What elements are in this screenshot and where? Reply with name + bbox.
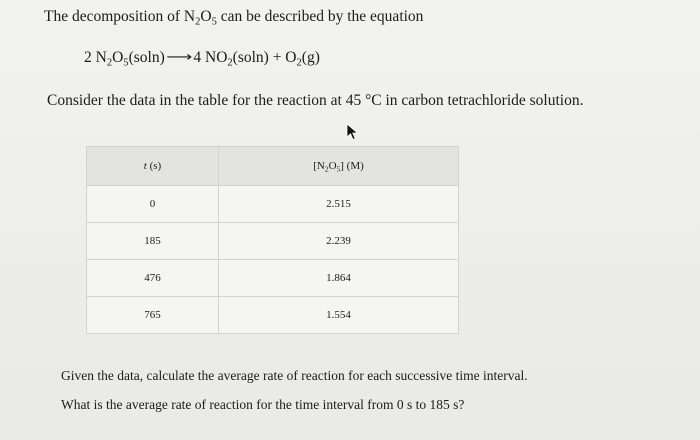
time-cell: 476 xyxy=(87,260,219,297)
table-row xyxy=(87,186,459,223)
reaction-equation xyxy=(84,49,320,67)
reaction-data-table xyxy=(86,146,459,334)
equation-reactant-state: (soln) xyxy=(128,49,165,66)
equation-product1-sub: 2 xyxy=(227,57,233,69)
given-instruction: Given the data, calculate the average rate of reaction for each successive time interval. xyxy=(61,368,528,383)
equation-reactant-o: O xyxy=(112,49,124,66)
time-cell: 765 xyxy=(87,297,219,334)
equation-product2-sub: 2 xyxy=(296,57,302,69)
equation-reactant-n: 2 N xyxy=(84,49,107,66)
equation-product2-state: (g) xyxy=(301,49,320,66)
intro-text xyxy=(44,8,423,26)
equation-reactant-sub1: 2 xyxy=(106,57,113,69)
header-conc-o: O xyxy=(328,160,337,172)
concentration-cell: 1.864 xyxy=(219,260,459,297)
intro-subscript-2: 2 xyxy=(195,16,201,28)
time-cell: 0 xyxy=(87,186,219,223)
concentration-cell: 2.239 xyxy=(219,223,459,260)
header-conc-sub2: 5 xyxy=(336,164,341,174)
consider-text: Consider the data in the table for the reaction at 45 °C in carbon tetrachloride solution. xyxy=(47,92,584,109)
intro-subscript-5: 5 xyxy=(211,16,217,28)
table-header-row xyxy=(87,147,459,186)
table-row xyxy=(87,260,459,297)
header-conc-open: [N xyxy=(313,160,325,172)
intro-prefix: The decomposition of N xyxy=(44,8,196,25)
equation-reactant-sub2: 5 xyxy=(123,57,129,69)
intro-suffix: can be described by the equation xyxy=(216,8,424,25)
mouse-cursor-icon xyxy=(346,123,360,141)
header-concentration xyxy=(219,147,459,186)
equation-product-no: 4 NO xyxy=(193,49,228,66)
intro-oxygen: O xyxy=(200,8,212,25)
header-conc-close: ] (M) xyxy=(340,160,364,172)
concentration-cell: 1.554 xyxy=(219,297,459,334)
header-time-unit: (s) xyxy=(146,160,162,172)
table-row xyxy=(87,223,459,260)
question-text: What is the average rate of reaction for the time interval from 0 s to 185 s? xyxy=(61,397,465,412)
concentration-cell: 2.515 xyxy=(219,186,459,223)
header-conc-sub1: 2 xyxy=(324,164,329,174)
table-row xyxy=(87,297,459,334)
reaction-arrow-icon: ⟶ xyxy=(166,50,193,65)
equation-product1-state: (soln) + O xyxy=(232,49,297,66)
header-time-var: t xyxy=(143,160,147,172)
time-cell: 185 xyxy=(87,223,219,260)
header-time xyxy=(87,147,219,186)
